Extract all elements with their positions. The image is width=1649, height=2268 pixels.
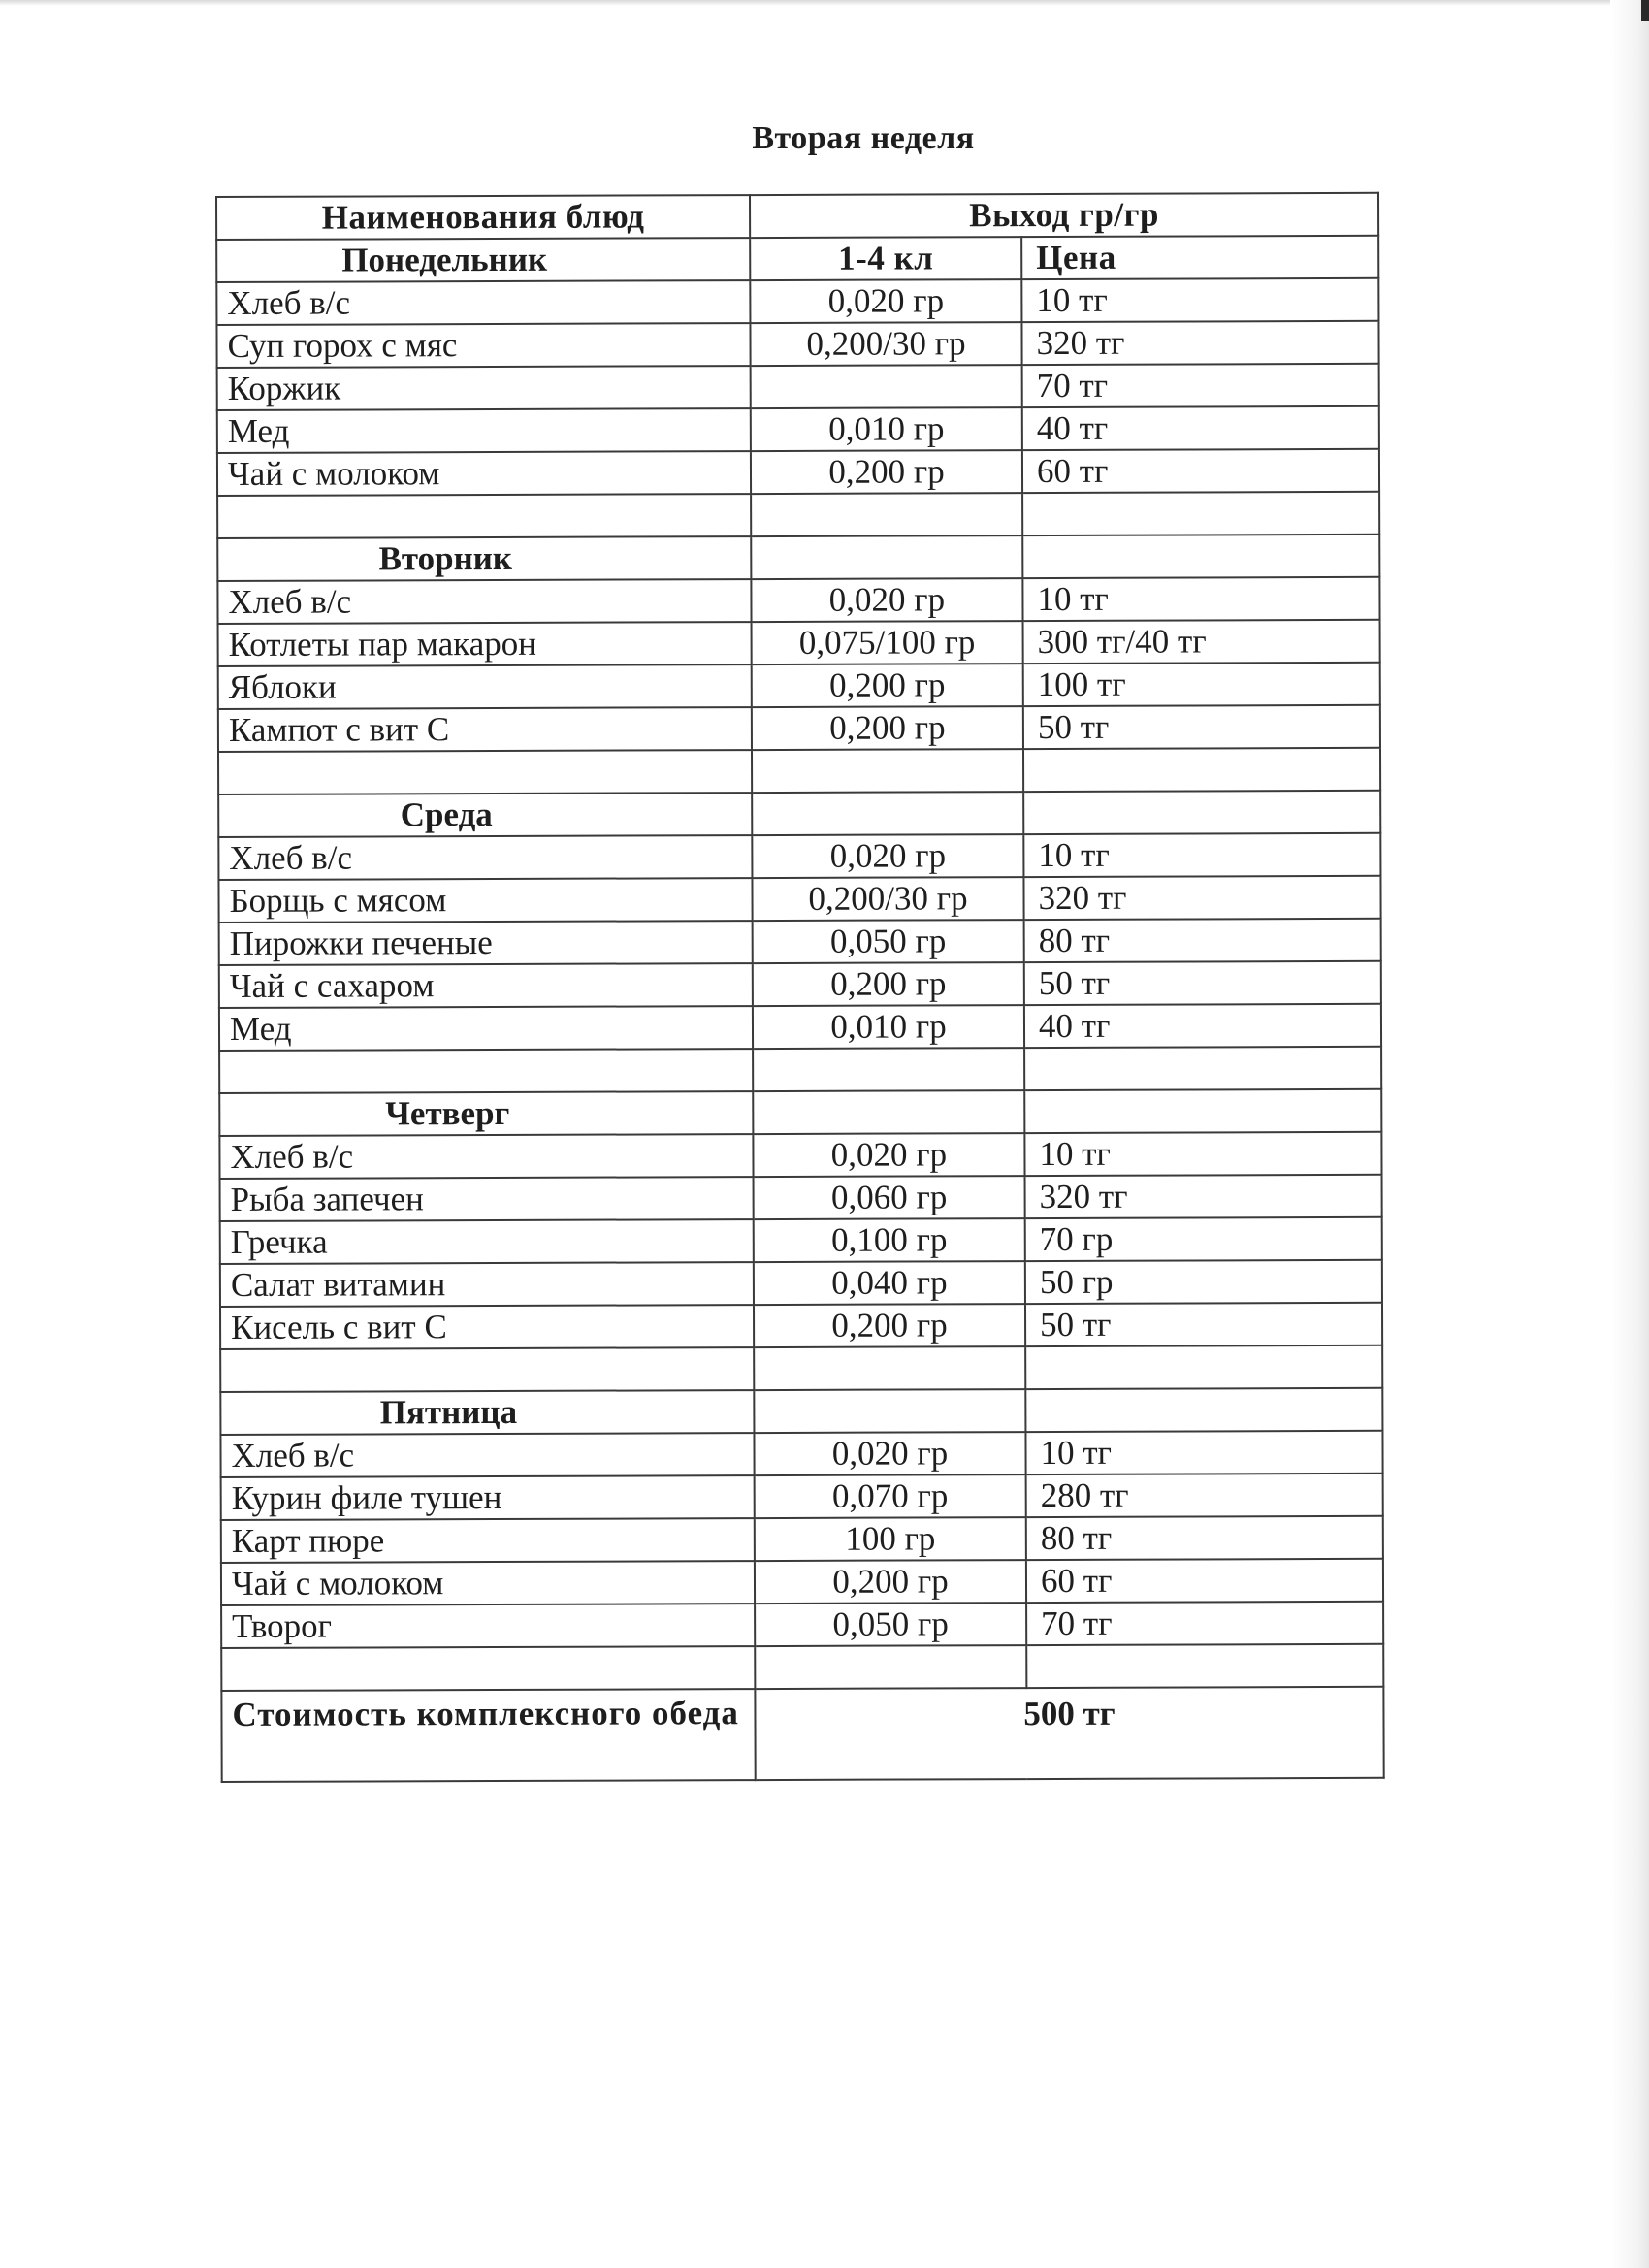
day-name: Пятница xyxy=(220,1390,754,1435)
spacer-row xyxy=(221,1644,1383,1691)
dish-price: 10 тг xyxy=(1023,833,1380,877)
spacer-cell xyxy=(1026,1644,1383,1688)
spacer-cell xyxy=(219,1049,753,1093)
dish-row xyxy=(218,663,1380,709)
spacer-cell xyxy=(217,494,751,538)
header-row xyxy=(216,193,1378,240)
dish-price: 70 тг xyxy=(1026,1602,1383,1645)
dish-name: Рыба запечен xyxy=(220,1177,754,1221)
spacer-row xyxy=(217,492,1379,538)
dish-row xyxy=(220,1303,1382,1349)
dish-name: Котлеты пар макарон xyxy=(218,622,752,666)
dish-row xyxy=(219,919,1381,965)
dish-price: 40 тг xyxy=(1022,406,1379,450)
dish-row xyxy=(220,1260,1382,1307)
empty-cell xyxy=(753,1090,1024,1134)
dish-row xyxy=(217,577,1379,624)
dish-name: Хлеб в/с xyxy=(219,1134,753,1179)
empty-cell xyxy=(1023,791,1380,834)
dish-portion: 0,100 гр xyxy=(754,1218,1025,1262)
dish-name: Хлеб в/с xyxy=(217,579,751,624)
dish-price: 50 гр xyxy=(1025,1260,1382,1304)
dish-name: Коржик xyxy=(217,366,751,410)
dish-name: Кисель с вит С xyxy=(220,1305,754,1349)
day-name: Среда xyxy=(218,793,752,837)
dish-portion: 0,200/30 гр xyxy=(752,877,1023,921)
dish-portion: 0,020 гр xyxy=(754,1432,1025,1475)
dish-price: 10 тг xyxy=(1022,577,1379,621)
spacer-cell xyxy=(753,1048,1024,1091)
empty-cell xyxy=(752,792,1023,835)
day-row xyxy=(216,236,1378,282)
dish-name: Пирожки печеные xyxy=(219,921,753,965)
dish-price: 10 тг xyxy=(1024,1132,1381,1176)
dish-row xyxy=(221,1602,1383,1648)
day-row xyxy=(217,535,1379,581)
total-label: Стоимость комплексного обеда xyxy=(221,1689,755,1782)
dish-portion: 0,010 гр xyxy=(751,407,1022,451)
dish-row xyxy=(221,1516,1383,1563)
dish-price: 320 тг xyxy=(1021,321,1378,365)
dish-portion: 0,060 гр xyxy=(754,1176,1025,1219)
dish-portion: 0,200 гр xyxy=(751,450,1022,494)
menu-table-body xyxy=(216,193,1384,1782)
dish-portion: 0,075/100 гр xyxy=(752,621,1023,664)
spacer-row xyxy=(220,1345,1382,1392)
dish-name: Чай с молоком xyxy=(217,451,751,496)
dish-name: Гречка xyxy=(220,1219,754,1264)
spacer-cell xyxy=(1022,492,1379,535)
dish-row xyxy=(216,278,1378,325)
spacer-cell xyxy=(752,749,1023,793)
dish-row xyxy=(220,1431,1382,1477)
dish-price: 60 тг xyxy=(1026,1559,1383,1603)
dish-price: 60 тг xyxy=(1022,449,1379,493)
dish-name: Хлеб в/с xyxy=(216,280,750,325)
dish-price: 320 тг xyxy=(1023,876,1380,920)
dish-name: Хлеб в/с xyxy=(220,1433,754,1477)
dish-row xyxy=(219,961,1381,1008)
dish-row xyxy=(220,1217,1382,1264)
empty-cell xyxy=(751,535,1022,579)
dish-name: Чай с сахаром xyxy=(219,963,753,1008)
dish-portion: 100 гр xyxy=(755,1517,1026,1561)
dish-name: Салат витамин xyxy=(220,1262,754,1307)
total-row xyxy=(221,1687,1383,1782)
dish-name: Хлеб в/с xyxy=(218,835,752,880)
dish-portion: 0,050 гр xyxy=(755,1603,1026,1646)
spacer-cell xyxy=(220,1347,754,1392)
dish-name: Курин филе тушен xyxy=(221,1475,755,1520)
header-grade: 1-4 кл xyxy=(750,237,1021,280)
dish-portion: 0,200 гр xyxy=(752,664,1023,707)
dish-portion: 0,200 гр xyxy=(752,706,1023,750)
dish-row xyxy=(218,876,1380,923)
dish-portion: 0,040 гр xyxy=(754,1261,1025,1305)
dish-portion: 0,200 гр xyxy=(755,1560,1026,1604)
dish-portion: 0,020 гр xyxy=(751,578,1022,622)
spacer-row xyxy=(219,1047,1381,1093)
dish-name: Творог xyxy=(221,1604,755,1648)
dish-portion: 0,010 гр xyxy=(753,1005,1024,1049)
empty-cell xyxy=(754,1389,1025,1433)
dish-price: 10 тг xyxy=(1021,278,1378,322)
dish-name: Мед xyxy=(217,408,751,453)
day-row xyxy=(219,1089,1381,1136)
day-name: Понедельник xyxy=(216,238,750,282)
dish-price: 50 тг xyxy=(1025,1303,1382,1346)
header-output: Выход гр/гр xyxy=(750,193,1378,238)
dish-portion: 0,200 гр xyxy=(753,962,1024,1006)
dish-row xyxy=(218,705,1380,752)
day-name: Вторник xyxy=(217,536,751,581)
spacer-cell xyxy=(221,1646,755,1691)
dish-price: 280 тг xyxy=(1026,1474,1383,1517)
header-price: Цена xyxy=(1021,236,1378,279)
dish-row xyxy=(221,1559,1383,1605)
day-row xyxy=(220,1388,1382,1435)
dish-portion: 0,050 гр xyxy=(753,920,1024,963)
dish-portion: 0,020 гр xyxy=(750,279,1021,323)
day-name: Четверг xyxy=(219,1091,753,1136)
total-value: 500 тг xyxy=(755,1687,1383,1780)
dish-row xyxy=(216,321,1378,368)
spacer-cell xyxy=(755,1645,1026,1689)
empty-cell xyxy=(1025,1388,1382,1432)
dish-price: 10 тг xyxy=(1025,1431,1382,1474)
dish-name: Карт пюре xyxy=(221,1518,755,1563)
dish-row xyxy=(217,364,1379,410)
spacer-cell xyxy=(1025,1345,1382,1389)
dish-row xyxy=(218,620,1380,666)
dish-portion: 0,070 гр xyxy=(755,1474,1026,1518)
spacer-cell xyxy=(1024,1047,1381,1090)
dish-name: Суп горох с мяс xyxy=(216,323,750,368)
dish-name: Яблоки xyxy=(218,664,752,709)
empty-cell xyxy=(1022,535,1379,578)
scan-corner-mark xyxy=(1641,0,1649,21)
dish-row xyxy=(217,406,1379,453)
dish-price: 80 тг xyxy=(1024,919,1381,962)
spacer-cell xyxy=(754,1346,1025,1390)
scan-right-edge xyxy=(1610,0,1649,2268)
dish-row xyxy=(219,1004,1381,1051)
dish-price: 50 тг xyxy=(1024,961,1381,1005)
spacer-cell xyxy=(1023,748,1380,792)
spacer-cell xyxy=(751,493,1022,536)
dish-row xyxy=(220,1175,1382,1221)
spacer-row xyxy=(218,748,1380,794)
scan-top-edge xyxy=(0,0,1649,6)
dish-name: Кампот с вит С xyxy=(218,707,752,752)
empty-cell xyxy=(1024,1089,1381,1133)
header-dish-name: Наименования блюд xyxy=(216,195,750,240)
dish-portion: 0,020 гр xyxy=(753,1133,1024,1177)
dish-price: 70 гр xyxy=(1025,1217,1382,1261)
day-row xyxy=(218,791,1380,837)
dish-row xyxy=(221,1474,1383,1520)
page-title: Вторая неделя xyxy=(752,120,975,156)
dish-portion: 0,020 гр xyxy=(752,834,1023,878)
dish-price: 70 тг xyxy=(1022,364,1379,407)
dish-row xyxy=(217,449,1379,496)
dish-price: 100 тг xyxy=(1023,663,1380,706)
dish-name: Мед xyxy=(219,1006,753,1051)
dish-price: 300 тг/40 тг xyxy=(1023,620,1380,664)
dish-name: Борщь с мясом xyxy=(218,878,752,923)
dish-portion: 0,200/30 гр xyxy=(750,322,1021,366)
dish-row xyxy=(219,1132,1381,1179)
dish-portion: 0,200 гр xyxy=(754,1304,1025,1347)
spacer-cell xyxy=(218,750,752,794)
dish-price: 80 тг xyxy=(1026,1516,1383,1560)
menu-table xyxy=(215,192,1385,1783)
dish-price: 40 тг xyxy=(1024,1004,1381,1048)
dish-price: 320 тг xyxy=(1025,1175,1382,1218)
dish-price: 50 тг xyxy=(1023,705,1380,749)
dish-row xyxy=(218,833,1380,880)
dish-portion xyxy=(751,365,1022,408)
dish-name: Чай с молоком xyxy=(221,1561,755,1605)
